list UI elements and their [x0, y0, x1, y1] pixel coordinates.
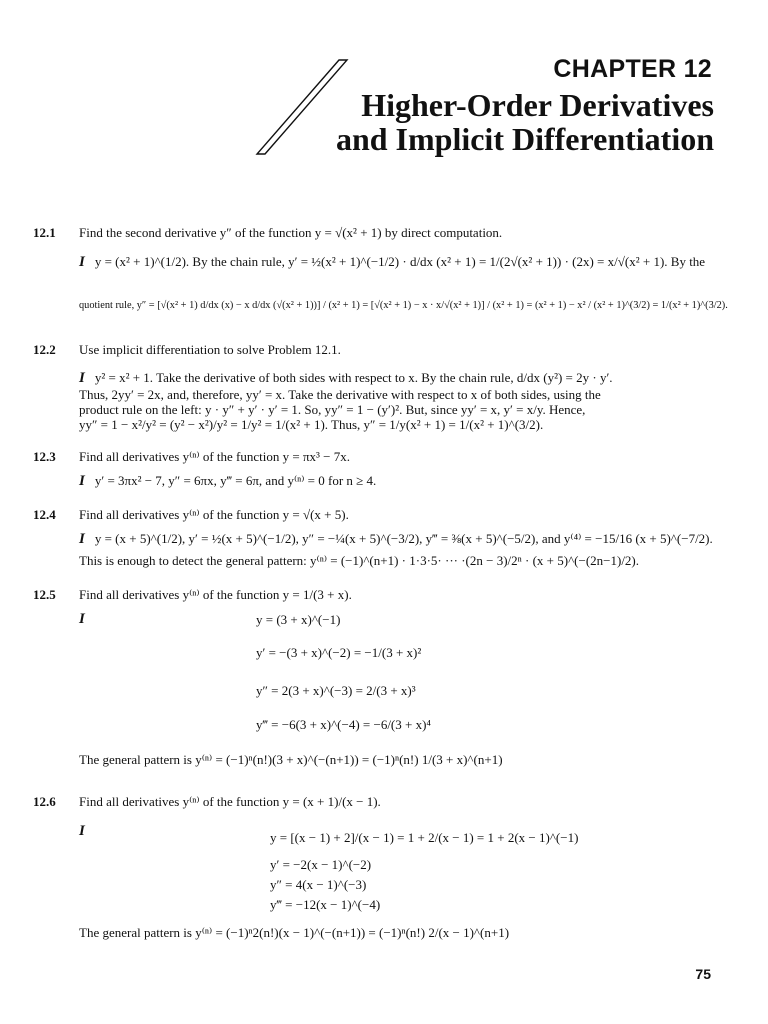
solution-line: yy″ = 1 − x²/y² = (y² − x²)/y² = 1/y² = 1/(x² + 1). Thus, y″ = 1/y(x² + 1) = 1/(x² + 1)^(3/2). [79, 417, 544, 432]
solution-marker: I [79, 823, 85, 839]
chapter-title [336, 88, 714, 156]
problem-statement: Find all derivatives y⁽ⁿ⁾ of the function y = 1/(3 + x). [79, 587, 352, 602]
solution-line: quotient rule, y″ = [√(x² + 1) d/dx (x) − x d/dx (√(x² + 1))] / (x² + 1) = [√(x² + 1) − x · x/√(x² + 1)] / (x² + 1) = (x² + 1) − x² / (x² + 1)^(3/2) = 1/(x² + 1)^(3/2). [79, 300, 728, 311]
problem-statement: Use implicit differentiation to solve Problem 12.1. [79, 342, 341, 357]
solution-line: This is enough to detect the general pattern: y⁽ⁿ⁾ = (−1)^(n+1) · 1·3·5· ··· ·(2n − 3)/2ⁿ · (x + 5)^(−(2n−1)/2). [79, 553, 640, 568]
general-pattern-line: The general pattern is y⁽ⁿ⁾ = (−1)ⁿ2(n!)(x − 1)^(−(n+1)) = (−1)ⁿ(n!) 2/(x − 1)^(n+1) [79, 925, 510, 940]
solution-line: I y = (x² + 1)^(1/2). By the chain rule, y′ = ½(x² + 1)^(−1/2) · d/dx (x² + 1) = 1/(2√(x² + 1)) · (2x) = x/√(x² + 1). By the [79, 254, 706, 270]
general-pattern-line: The general pattern is y⁽ⁿ⁾ = (−1)ⁿ(n!)(3 + x)^(−(n+1)) = (−1)ⁿ(n!) 1/(3 + x)^(n+1) [79, 752, 503, 767]
equation-line: y‴ = −6(3 + x)^(−4) = −6/(3 + x)⁴ [256, 717, 431, 732]
problem-number: 12.3 [33, 449, 56, 464]
problem-number: 12.1 [33, 225, 56, 240]
problem-number: 12.2 [33, 342, 56, 357]
problem-statement: Find all derivatives y⁽ⁿ⁾ of the function y = √(x + 5). [79, 507, 349, 522]
equation-line: y = (3 + x)^(−1) [256, 612, 341, 627]
solution-line: I y = (x + 5)^(1/2), y′ = ½(x + 5)^(−1/2), y″ = −¼(x + 5)^(−3/2), y‴ = ⅜(x + 5)^(−5/2), and y⁽⁴⁾ = −15/16 (x + 5)^(−7/2). [79, 531, 713, 547]
solution-line: product rule on the left: y · y″ + y′ · y′ = 1. So, yy″ = 1 − (y′)². But, since yy′ = x, y′ = x/y. Hence, [79, 402, 586, 417]
problem-statement: Find all derivatives y⁽ⁿ⁾ of the function y = (x + 1)/(x − 1). [79, 794, 381, 809]
problem-number: 12.5 [33, 587, 56, 602]
solution-marker: I [79, 611, 85, 627]
chapter-title-line1: Higher-Order Derivatives [361, 87, 714, 123]
chapter-title-line2: and Implicit Differentiation [335, 121, 714, 157]
equation-line: y′ = −(3 + x)^(−2) = −1/(3 + x)² [256, 645, 422, 660]
problem-number: 12.4 [33, 507, 56, 522]
problem-statement: Find the second derivative y″ of the function y = √(x² + 1) by direct computation. [79, 225, 503, 240]
equation-line: y′ = −2(x − 1)^(−2) [270, 857, 372, 872]
problem-statement: Find all derivatives y⁽ⁿ⁾ of the function y = πx³ − 7x. [79, 449, 351, 464]
page-number: 75 [695, 966, 711, 982]
solution-line: I y² = x² + 1. Take the derivative of both sides with respect to x. By the chain rule, d/dx (y²) = 2y · y′. [79, 370, 613, 386]
equation-line: y″ = 2(3 + x)^(−3) = 2/(3 + x)³ [256, 683, 416, 698]
solution-line: I y′ = 3πx² − 7, y″ = 6πx, y‴ = 6π, and y⁽ⁿ⁾ = 0 for n ≥ 4. [79, 473, 377, 489]
chapter-label: CHAPTER 12 [553, 55, 712, 83]
problem-number: 12.6 [33, 794, 56, 809]
equation-line: y = [(x − 1) + 2]/(x − 1) = 1 + 2/(x − 1) = 1 + 2(x − 1)^(−1) [270, 830, 579, 845]
equation-line: y″ = 4(x − 1)^(−3) [270, 877, 367, 892]
solution-line: Thus, 2yy′ = 2x, and, therefore, yy′ = x. Take the derivative with respect to x of both sides, using the [79, 387, 601, 402]
equation-line: y‴ = −12(x − 1)^(−4) [270, 897, 381, 912]
